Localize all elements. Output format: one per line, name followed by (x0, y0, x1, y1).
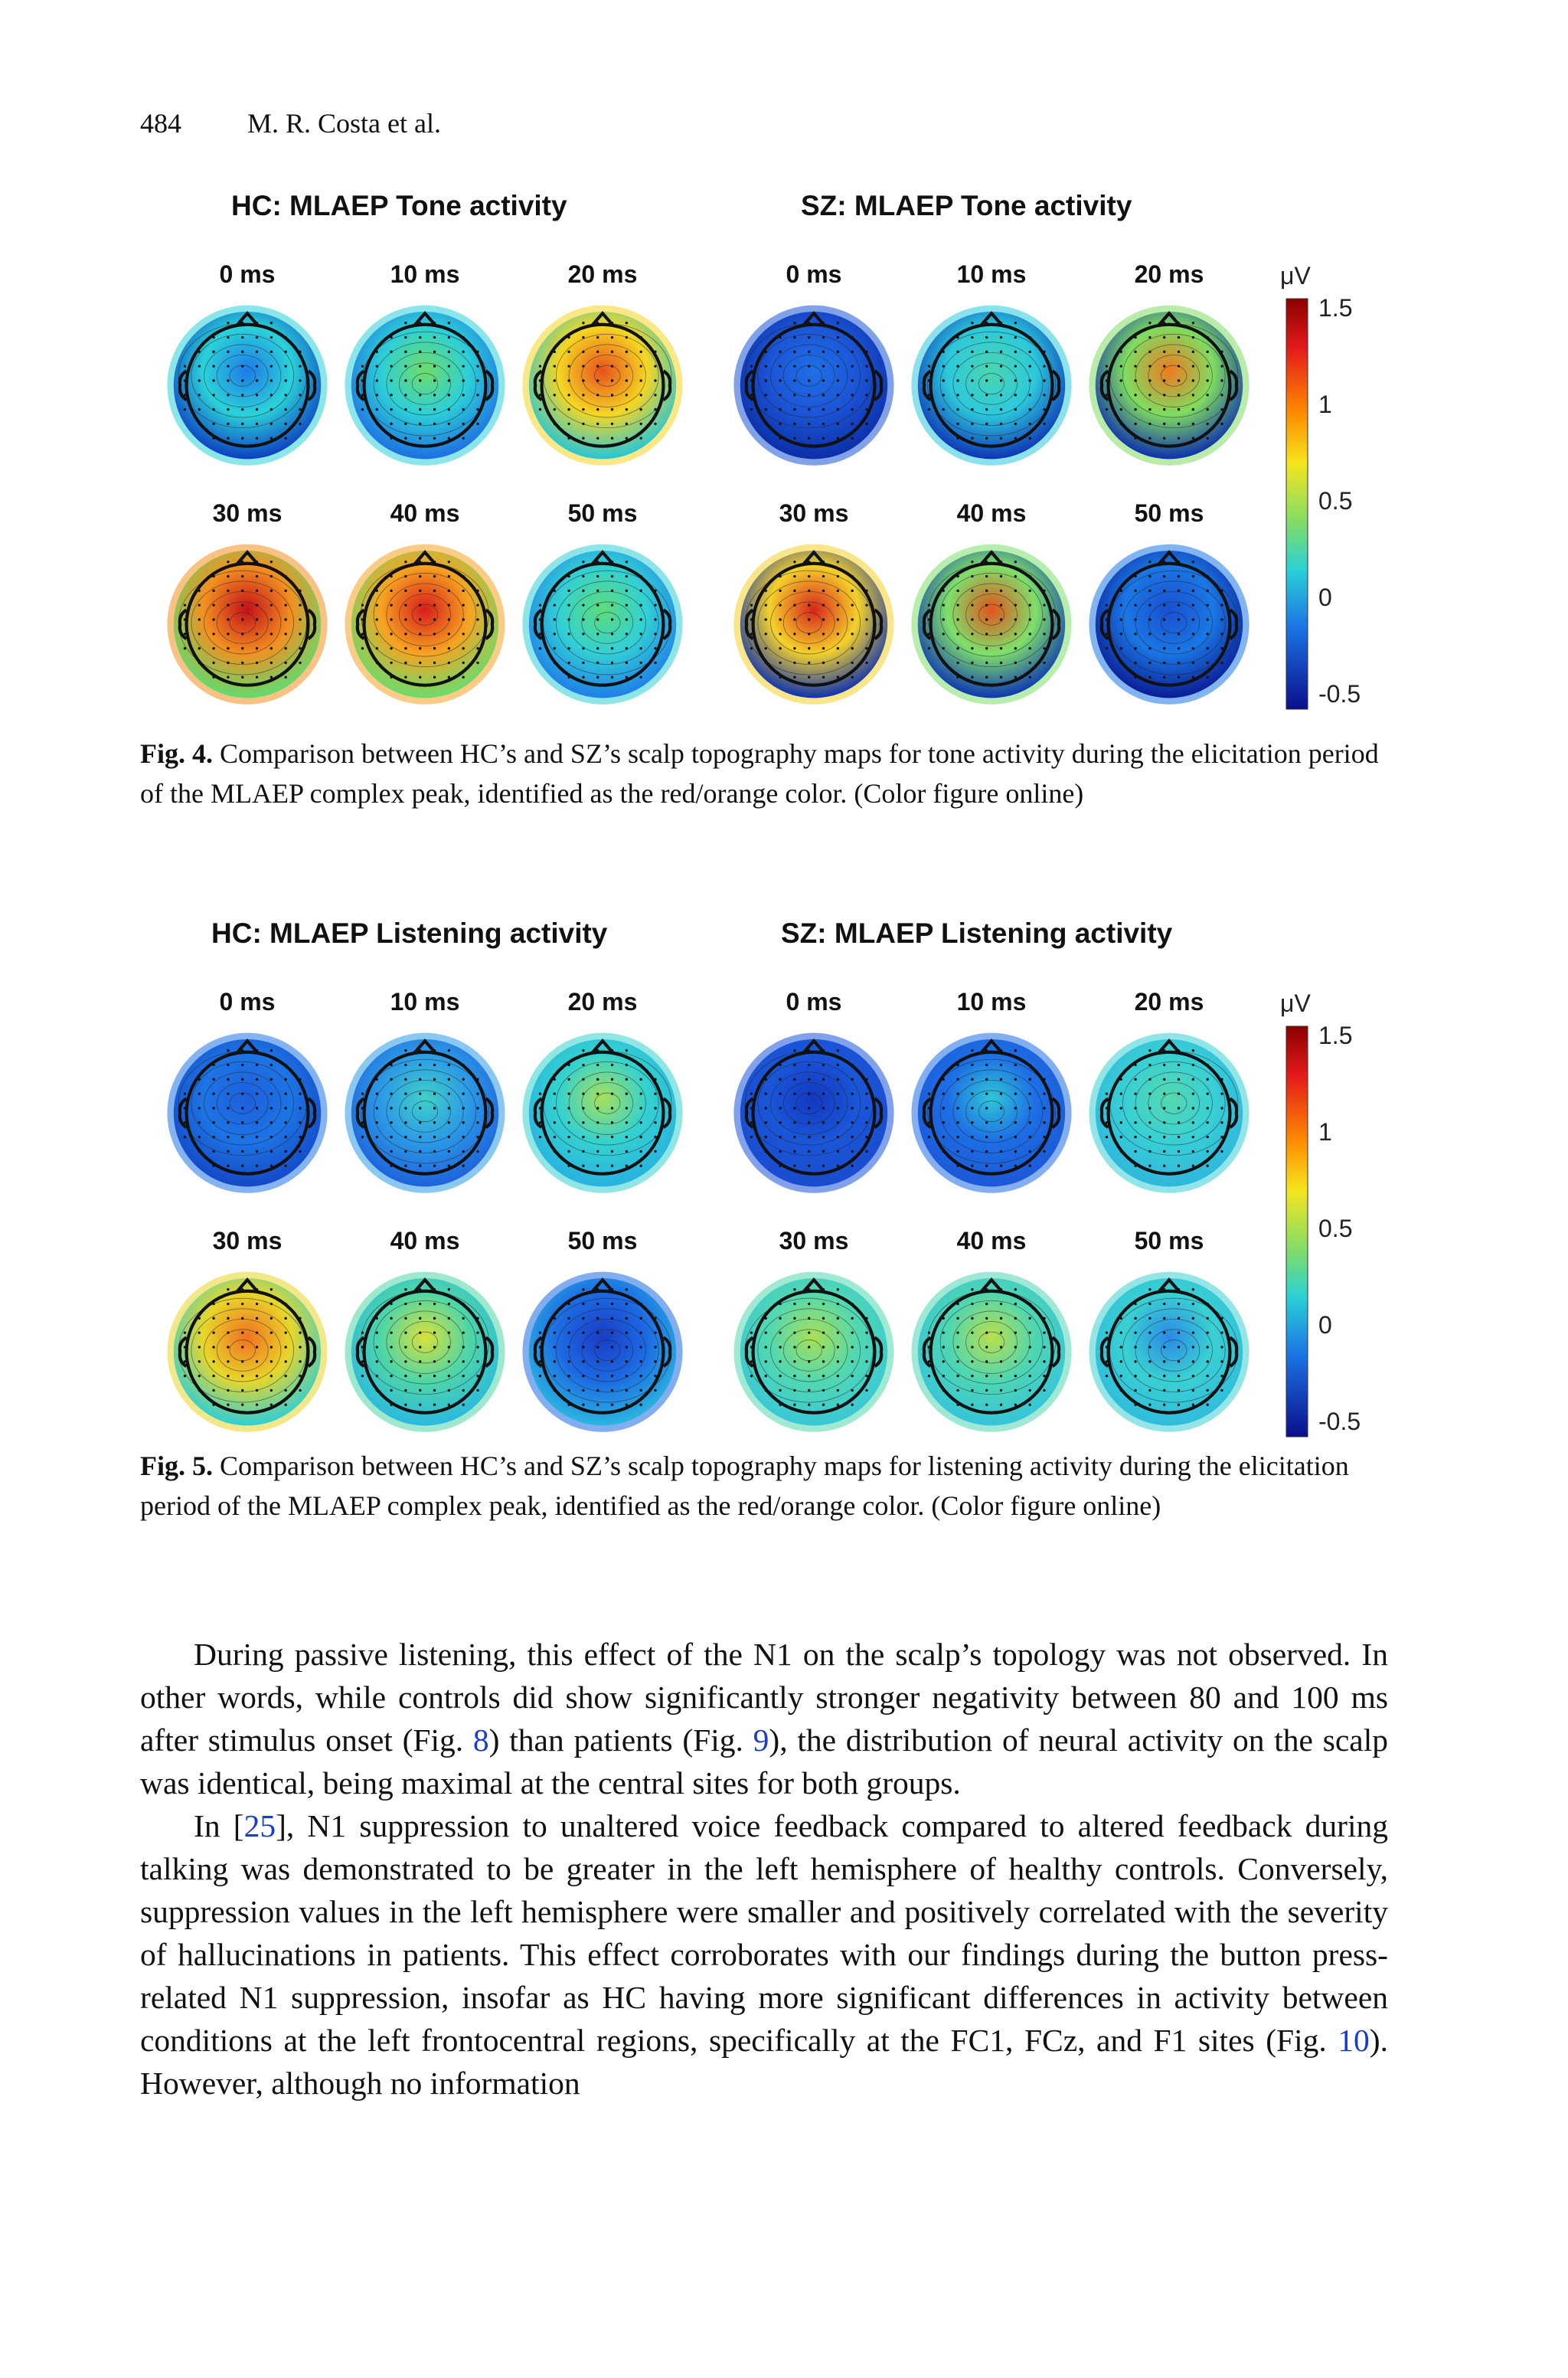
fig-9-link[interactable]: 9 (753, 1722, 769, 1758)
time-label: 10 ms (390, 260, 460, 288)
time-label: 20 ms (567, 988, 638, 1016)
colorbar-tick-label: -0.5 (1318, 1408, 1361, 1435)
scalp-topography-map (514, 536, 691, 705)
time-label: 0 ms (786, 260, 842, 288)
colorbar-tick-label: 0 (1318, 1311, 1332, 1339)
figure-5-caption (140, 1446, 1388, 1526)
scalp-topography-map (1081, 1264, 1257, 1432)
scalp-topography-map (1081, 1025, 1257, 1193)
scalp-topography-map (514, 1264, 691, 1432)
scalp-topography-map (903, 1264, 1080, 1432)
colorbar-tick-label: 0.5 (1318, 1215, 1353, 1242)
time-label: 10 ms (956, 988, 1027, 1016)
time-label: 30 ms (779, 1227, 849, 1254)
time-label: 40 ms (956, 499, 1027, 527)
colorbar-tick-label: 0 (1318, 584, 1332, 611)
time-label: 50 ms (567, 499, 638, 527)
scalp-topography-map (337, 1025, 513, 1193)
figure-4-caption (140, 734, 1388, 813)
figure-5-caption-text: Comparison between HC’s and SZ’s scalp topography maps for listening activity during the elicitation period of the MLAEP complex peak, identified as the red/orange color. (Color figure online) (140, 1451, 1349, 1521)
time-label: 50 ms (1134, 1227, 1204, 1254)
scalp-topography-map (903, 536, 1080, 705)
time-label: 50 ms (567, 1227, 638, 1254)
time-label: 30 ms (212, 1227, 283, 1254)
time-label: 40 ms (390, 499, 460, 527)
time-label: 0 ms (786, 988, 842, 1016)
figure-4-hc-title: HC: MLAEP Tone activity (231, 190, 567, 221)
figure-5-sz-title: SZ: MLAEP Listening activity (781, 918, 1173, 949)
figure-5-hc-title: HC: MLAEP Listening activity (211, 918, 608, 949)
time-label: 20 ms (1134, 988, 1204, 1016)
scalp-topography-map (159, 297, 335, 466)
colorbar-unit: μV (1280, 989, 1311, 1017)
colorbar-tick-label: 1.5 (1318, 294, 1353, 322)
colorbar-unit: μV (1280, 262, 1311, 289)
time-label: 20 ms (1134, 260, 1204, 288)
page-number: 484 (140, 108, 181, 139)
figure-4-caption-text: Comparison between HC’s and SZ’s scalp topography maps for tone activity during the elicitation period of the MLAEP complex peak, identified as the red/orange color. (Color figure online) (140, 738, 1379, 809)
figure-4 (153, 184, 1409, 720)
authors: M. R. Costa et al. (247, 108, 441, 139)
p2-text-c: ). However, although no information (140, 2023, 1388, 2101)
scalp-topography-map (514, 297, 691, 466)
running-head (140, 107, 441, 139)
colorbar (1280, 262, 1361, 715)
time-label: 10 ms (956, 260, 1027, 288)
figure-5-caption-label: Fig. 5. (140, 1451, 213, 1481)
fig-8-link[interactable]: 8 (472, 1722, 489, 1758)
p1-text-a: During passive listening, this effect of the N1 on the scalp’s topology was not observed. In other words, while controls did show significantly stronger negativity between 80 and 100 ms after stimulus onset (Fig. (140, 1637, 1388, 1758)
colorbar-tick-label: -0.5 (1318, 680, 1361, 708)
colorbar-tick-label: 1 (1318, 1118, 1332, 1146)
p2-text-a: In [ (194, 1808, 244, 1843)
figure-4-caption-label: Fig. 4. (140, 738, 213, 769)
time-label: 30 ms (212, 499, 283, 527)
time-label: 40 ms (390, 1227, 460, 1254)
p2-text-b: ], N1 suppression to unaltered voice feedback compared to altered feedback during talking was demonstrated to be greater in the left hemisphere of healthy controls. Conversely, suppression values in the left hemisphere were smaller and positively correlated with the severity of hallucinations in patients. This effect corroborates with our findings during the button press-related N1 suppression, insofar as HC having more significant differences in activity between conditions at the left frontocentral regions, specifically at the FC1, FCz, and F1 sites (Fig. (140, 1808, 1388, 2058)
colorbar-tick-label: 1.5 (1318, 1022, 1353, 1049)
p1-text-b: ) than patients (Fig. (488, 1722, 753, 1758)
colorbar-tick-label: 1 (1318, 391, 1332, 418)
time-label: 0 ms (219, 988, 276, 1016)
scalp-topography-map (514, 1025, 691, 1193)
figure-4-sz-title: SZ: MLAEP Tone activity (801, 190, 1132, 221)
time-label: 0 ms (219, 260, 276, 288)
scalp-topography-map (903, 297, 1080, 466)
scalp-topography-map (903, 1025, 1080, 1193)
time-label: 10 ms (390, 988, 460, 1016)
scalp-topography-map (159, 1025, 335, 1193)
ref-25-link[interactable]: 25 (243, 1808, 276, 1843)
figure-5 (153, 911, 1409, 1447)
scalp-topography-map (159, 536, 335, 705)
scalp-topography-map (726, 536, 902, 705)
scalp-topography-map (726, 1025, 902, 1193)
scalp-topography-map (337, 1264, 513, 1432)
time-label: 30 ms (779, 499, 849, 527)
scalp-topography-map (1081, 297, 1257, 466)
colorbar-gradient (1285, 1025, 1311, 1438)
time-label: 20 ms (567, 260, 638, 288)
colorbar-tick-label: 0.5 (1318, 487, 1353, 515)
p1-text-c: ), the distribution of neural activity on the scalp was identical, being maximal at the central sites for both groups. (140, 1722, 1389, 1801)
scalp-topography-map (337, 297, 513, 466)
body-text (140, 1633, 1388, 2105)
colorbar-gradient (1285, 297, 1311, 711)
scalp-topography-map (726, 1264, 902, 1432)
time-label: 50 ms (1134, 499, 1204, 527)
scalp-topography-map (337, 536, 513, 705)
paragraph-1 (140, 1633, 1388, 1804)
scalp-topography-map (726, 297, 902, 466)
colorbar (1280, 989, 1361, 1442)
scalp-topography-map (1081, 536, 1257, 705)
fig-10-link[interactable]: 10 (1338, 2023, 1370, 2058)
time-label: 40 ms (956, 1227, 1027, 1254)
paragraph-2 (140, 1804, 1388, 2105)
scalp-topography-map (159, 1264, 335, 1432)
